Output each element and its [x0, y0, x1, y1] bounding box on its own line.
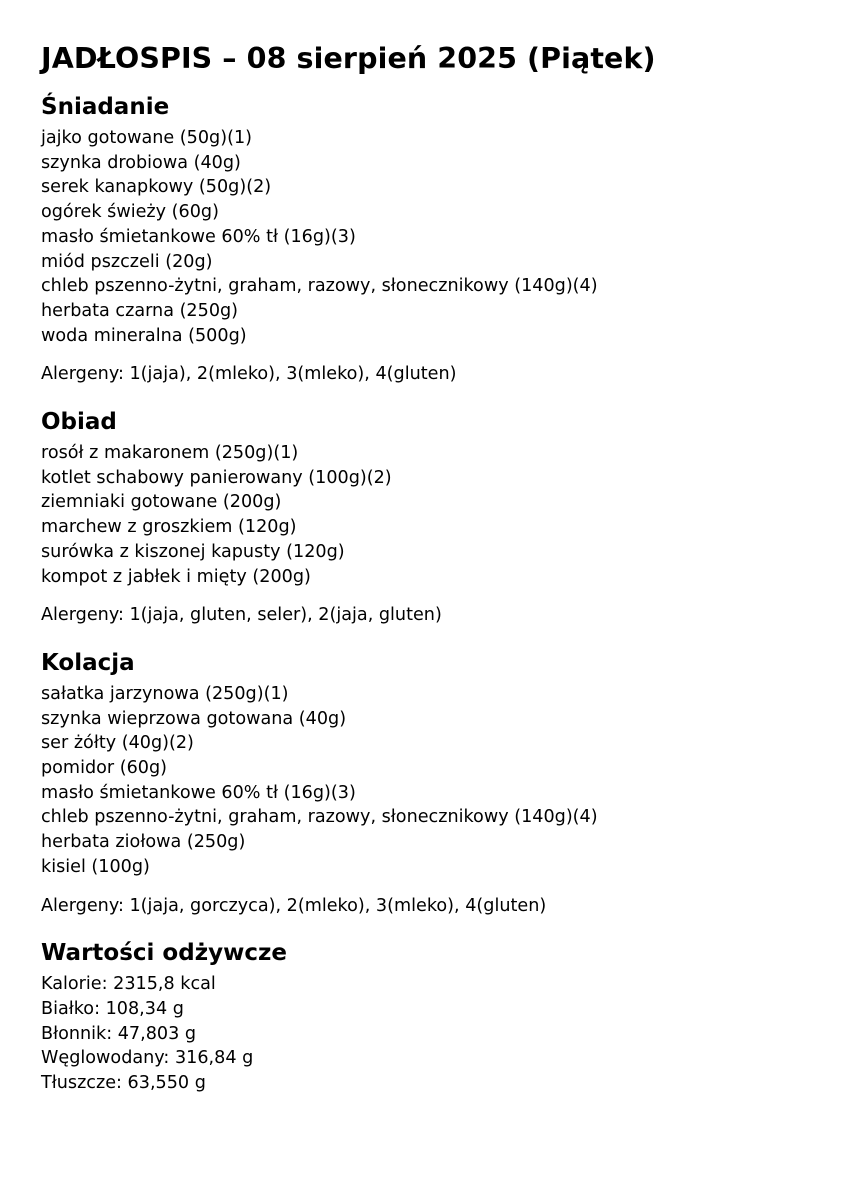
breakfast-allergens: Alergeny: 1(jaja), 2(mleko), 3(mleko), 4(gluten): [41, 364, 457, 385]
dinner-heading: Kolacja: [41, 649, 135, 676]
menu-item: woda mineralna (500g): [41, 325, 247, 346]
menu-item: miód pszczeli (20g): [41, 251, 213, 272]
menu-item: herbata czarna (250g): [41, 300, 239, 321]
menu-item: jajko gotowane (50g)(1): [41, 128, 253, 148]
nutrition-value: Tłuszcze: 63,550 g: [41, 1073, 206, 1094]
menu-item: ogórek świeży (60g): [41, 202, 219, 223]
lunch-allergens: Alergeny: 1(jaja, gluten, seler), 2(jaja, gluten): [41, 605, 442, 626]
menu-item: kompot z jabłek i mięty (200g): [41, 566, 311, 587]
dinner-list: [41, 682, 831, 880]
menu-item: ziemniaki gotowane (200g): [41, 492, 282, 513]
lunch-list: [41, 441, 831, 589]
menu-item: ser żółty (40g)(2): [41, 733, 194, 754]
lunch-section: [41, 407, 831, 628]
nutrition-value: Białko: 108,34 g: [41, 998, 184, 1019]
menu-item: szynka wieprzowa gotowana (40g): [41, 708, 347, 729]
menu-item: marchew z groszkiem (120g): [41, 517, 297, 538]
breakfast-section: [41, 92, 831, 387]
nutrition-value: Kalorie: 2315,8 kcal: [41, 974, 216, 995]
menu-item: szynka drobiowa (40g): [41, 152, 241, 173]
menu-item: rosół z makaronem (250g)(1): [41, 443, 299, 464]
nutrition-heading: Wartości odżywcze: [41, 940, 287, 967]
dinner-allergens: Alergeny: 1(jaja, gorczyca), 2(mleko), 3(mleko), 4(gluten): [41, 895, 547, 916]
breakfast-list: [41, 126, 831, 348]
dinner-section: [41, 648, 831, 918]
lunch-heading: Obiad: [41, 409, 117, 436]
nutrition-value: Błonnik: 47,803 g: [41, 1023, 197, 1044]
menu-item: serek kanapkowy (50g)(2): [41, 177, 272, 198]
nutrition-list: [41, 972, 831, 1096]
menu-item: kotlet schabowy panierowany (100g)(2): [41, 467, 392, 488]
menu-item: masło śmietankowe 60% tł (16g)(3): [41, 782, 356, 803]
menu-item: chleb pszenno-żytni, graham, razowy, słonecznikowy (140g)(4): [41, 276, 598, 297]
menu-item: pomidor (60g): [41, 758, 167, 779]
menu-item: surówka z kiszonej kapusty (120g): [41, 541, 345, 562]
nutrition-value: Węglowodany: 316,84 g: [41, 1048, 254, 1069]
menu-item: masło śmietankowe 60% tł (16g)(3): [41, 226, 356, 247]
menu-item: chleb pszenno-żytni, graham, razowy, słonecznikowy (140g)(4): [41, 807, 598, 828]
menu-item: kisiel (100g): [41, 856, 150, 877]
page-title: JADŁOSPIS – 08 sierpień 2025 (Piątek): [41, 42, 656, 75]
breakfast-heading: Śniadanie: [41, 94, 170, 120]
nutrition-section: [41, 938, 831, 1096]
menu-item: herbata ziołowa (250g): [41, 832, 246, 853]
menu-item: sałatka jarzynowa (250g)(1): [41, 683, 289, 704]
menu-document: [41, 40, 831, 1110]
